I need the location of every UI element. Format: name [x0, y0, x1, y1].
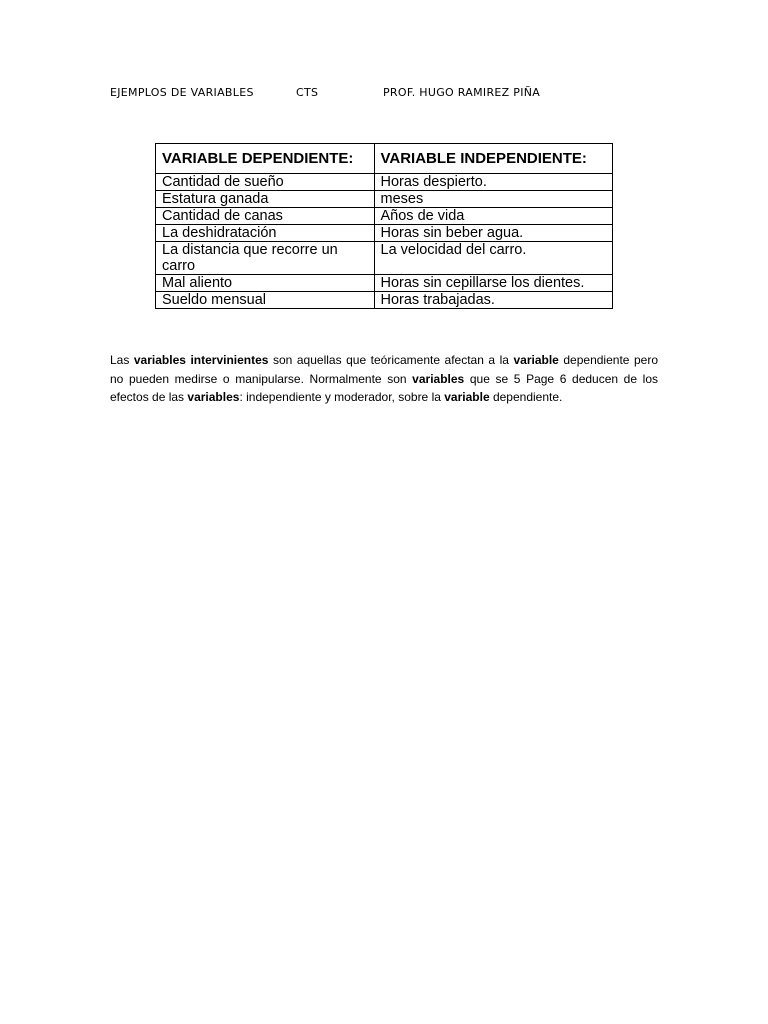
table-row: [156, 292, 613, 309]
paragraph-bold-term: intervinientes: [190, 353, 269, 367]
header-subject: CTS: [296, 86, 319, 99]
dependent-cell: Cantidad de sueño: [156, 174, 375, 191]
independent-cell: Horas despierto.: [374, 174, 613, 191]
intervening-variables-paragraph: [110, 351, 658, 407]
paragraph-bold-term: variables: [412, 371, 465, 386]
table-row: [156, 242, 613, 275]
paragraph-bold-term: variable: [444, 390, 490, 404]
independent-cell: meses: [374, 191, 613, 208]
paragraph-text: dependiente.: [489, 390, 563, 404]
table-row: [156, 174, 613, 191]
table-row: [156, 191, 613, 208]
paragraph-text: son aquellas que teóricamente afectan a la: [268, 353, 514, 367]
paragraph-text: dependiente pero no pueden medirse o manipularse. Normalmente son: [110, 353, 658, 386]
independent-cell: Horas sin beber agua.: [374, 225, 613, 242]
dependent-cell: Cantidad de canas: [156, 208, 375, 225]
dependent-cell: Estatura ganada: [156, 191, 375, 208]
paragraph-bold-term: variables: [187, 390, 240, 404]
paragraph-text: : independiente y moderador, sobre la: [239, 390, 445, 404]
column-header-independent: VARIABLE INDEPENDIENTE:: [374, 144, 613, 174]
paragraph-bold-term: variable: [513, 353, 559, 367]
independent-cell: Horas sin cepillarse los dientes.: [374, 275, 613, 292]
table-row: [156, 275, 613, 292]
independent-cell: La velocidad del carro.: [374, 242, 613, 275]
header-title: EJEMPLOS DE VARIABLES: [110, 86, 254, 99]
dependent-cell: La deshidratación: [156, 225, 375, 242]
table-row: [156, 208, 613, 225]
independent-cell: Horas trabajadas.: [374, 292, 613, 309]
paragraph-text: Las: [110, 353, 134, 367]
column-header-dependent: VARIABLE DEPENDIENTE:: [156, 144, 375, 174]
dependent-cell: Mal aliento: [156, 275, 375, 292]
variables-table: [155, 143, 613, 309]
paragraph-bold-term: variables: [133, 353, 186, 367]
dependent-cell: Sueldo mensual: [156, 292, 375, 309]
table-row: [156, 225, 613, 242]
paragraph-text: que se 5 Page 6 deducen de los efectos de las: [110, 371, 658, 404]
table-header-row: [156, 144, 613, 174]
header-teacher: PROF. HUGO RAMIREZ PIÑA: [383, 86, 541, 99]
independent-cell: Años de vida: [374, 208, 613, 225]
dependent-cell: La distancia que recorre un carro: [156, 242, 375, 275]
